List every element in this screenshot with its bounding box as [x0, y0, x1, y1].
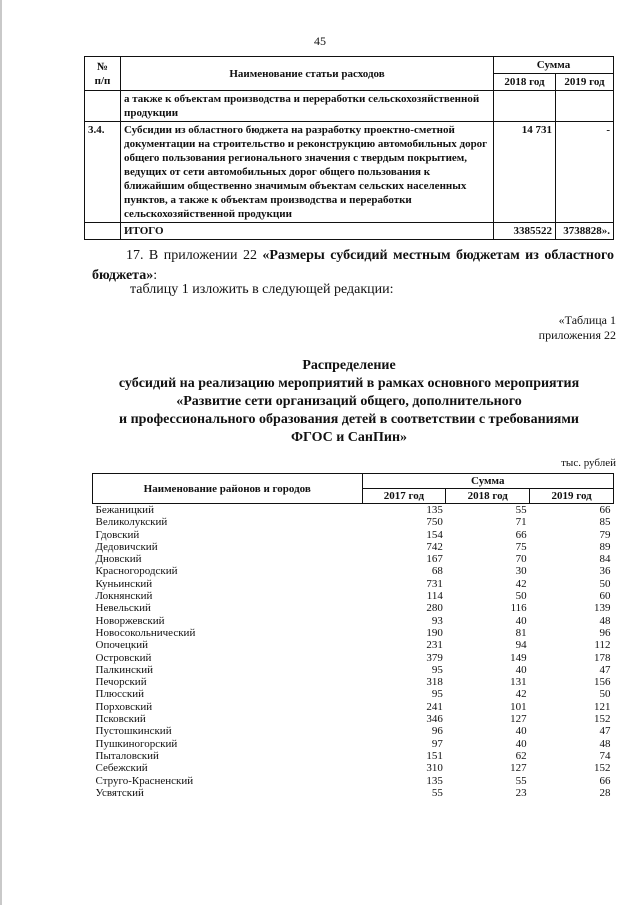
row-2018: 127 [510, 762, 527, 775]
table-row [93, 713, 614, 725]
row-2018: 42 [515, 577, 527, 590]
expenses-table [84, 56, 614, 240]
row-district-name: Дедовичский [95, 540, 158, 553]
row-2019: 121 [594, 700, 611, 713]
table-row [93, 565, 614, 577]
table-row [93, 738, 614, 750]
row-2017: 310 [426, 762, 443, 775]
row-2017: 154 [426, 528, 443, 541]
row-district-name: Новоржевский [95, 614, 165, 627]
heading-line5: ФГОС и СанПин» [290, 430, 408, 445]
row-district-name: Великолукский [95, 516, 168, 529]
table-reference-line1: «Таблица 1 [558, 313, 616, 327]
row-2019: 48 [599, 737, 611, 750]
row-2017: 97 [431, 737, 443, 750]
row-district-name: Печорский [95, 676, 147, 689]
units-label: тыс. рублей [561, 457, 616, 469]
row-district-name: Красногородский [95, 565, 178, 578]
row-2019: 50 [599, 577, 611, 590]
row-2017: 55 [431, 786, 443, 799]
row-district-name: Новосокольнический [95, 626, 196, 639]
row-2017: 135 [426, 504, 443, 516]
table-row [85, 122, 614, 223]
col-header-2017: 2017 год [362, 489, 446, 504]
row-district-name: Пустошкинский [95, 725, 172, 738]
row-2018: 70 [515, 553, 527, 566]
row-2018: 62 [515, 749, 527, 762]
row-2018 [494, 91, 556, 122]
table-row-total [85, 223, 614, 240]
row-2018: 23 [515, 786, 527, 799]
row-district-name: Невельский [95, 602, 151, 615]
row-2019: 112 [594, 639, 611, 652]
heading-line4: и профессионального образования детей в соответствии с требованиями [119, 412, 579, 427]
row-district-name: Куньинский [95, 577, 153, 590]
table-reference-line2: приложения 22 [538, 328, 616, 342]
row-district-name: Струго-Красненский [95, 774, 194, 787]
row-2018: 30 [515, 565, 527, 578]
table-row [93, 578, 614, 590]
row-2017: 151 [426, 749, 443, 762]
table-row [93, 516, 614, 528]
row-2018: 14 731 [494, 122, 556, 223]
row-2019: 152 [594, 762, 611, 775]
row-2018: 94 [515, 639, 527, 652]
row-2019: 84 [599, 553, 611, 566]
paragraph-17-text: 17. В приложении 22 «Размеры субсидий местным бюджетам из областного бюджета»: [92, 248, 614, 283]
page-edge [0, 0, 2, 905]
col-header-2019: 2019 год [556, 74, 614, 91]
row-2019: 139 [594, 602, 611, 615]
row-2019: 178 [594, 651, 611, 664]
row-2017: 750 [426, 516, 443, 529]
row-2018: 40 [515, 725, 527, 738]
row-2019: 152 [594, 713, 611, 726]
table-row [93, 762, 614, 774]
row-2019: 36 [599, 565, 611, 578]
row-2018: 40 [515, 663, 527, 676]
row-district-name: Островский [95, 651, 152, 664]
col-header-num: № п/п [85, 57, 121, 91]
table-row [93, 504, 614, 517]
table-row [93, 627, 614, 639]
row-2019: 50 [599, 688, 611, 701]
row-2017: 167 [426, 553, 443, 566]
table-row [93, 590, 614, 602]
row-2019: 74 [599, 749, 611, 762]
page-number: 45 [314, 34, 326, 48]
table-row [93, 541, 614, 553]
row-2019: 47 [599, 725, 611, 738]
row-2019: 89 [599, 540, 611, 553]
row-2017: 731 [426, 577, 443, 590]
col-header-sum: Сумма [362, 474, 614, 489]
row-2018: 55 [515, 774, 527, 787]
col-header-name: Наименование статьи расходов [121, 57, 494, 91]
table-row [93, 652, 614, 664]
row-num: 3.4. [85, 122, 121, 223]
col-header-2019: 2019 год [530, 489, 614, 504]
row-name: а также к объектам производства и переработки сельскохозяйственной продукции [121, 91, 494, 122]
row-2018: 40 [515, 737, 527, 750]
table-row [93, 688, 614, 700]
heading-line1: Распределение [302, 358, 396, 373]
table-row [93, 602, 614, 614]
row-2018: 71 [515, 516, 527, 529]
table-row [93, 529, 614, 541]
row-2018: 75 [515, 540, 527, 553]
row-2019: 66 [599, 504, 611, 516]
row-district-name: Себежский [95, 762, 148, 775]
col-header-sum: Сумма [494, 57, 614, 74]
row-2019: 85 [599, 516, 611, 529]
row-2018: 149 [510, 651, 527, 664]
subsidies-table [92, 473, 614, 799]
table-row [93, 701, 614, 713]
subsidies-table-body [93, 504, 614, 800]
col-header-name: Наименование районов и городов [93, 474, 363, 504]
col-header-2018: 2018 год [494, 74, 556, 91]
row-district-name: Псковский [95, 713, 146, 726]
row-num [85, 223, 121, 240]
row-district-name: Пыталовский [95, 749, 159, 762]
row-2018: 66 [515, 528, 527, 541]
table-row [85, 91, 614, 122]
table-row [93, 664, 614, 676]
table-row [93, 676, 614, 688]
row-district-name: Порховский [95, 700, 153, 713]
row-2019 [556, 91, 614, 122]
table-row [93, 553, 614, 565]
row-2017: 190 [426, 626, 443, 639]
row-2017: 68 [431, 565, 443, 578]
paragraph-17-continuation: таблицу 1 изложить в следующей редакции: [130, 282, 394, 297]
row-2019: 96 [599, 626, 611, 639]
table-reference [539, 313, 616, 343]
row-name: Субсидии из областного бюджета на разработку проектно-сметной документации на строительство и реконструкцию автомобильных дорог общего пользования регионального значения с твердым покрытием, ведущих от сети автомобильных дорог общего пользования к ближайшим общественно значимым объектам сельских населенных пунктов, а также к объектам производства и переработки сельскохозяйственной продукции [121, 122, 494, 223]
col-header-2018: 2018 год [446, 489, 530, 504]
row-2017: 742 [426, 540, 443, 553]
row-2017: 241 [426, 700, 443, 713]
row-num [85, 91, 121, 122]
row-2018: 55 [515, 504, 527, 516]
row-2018: 3385522 [494, 223, 556, 240]
row-2019: 28 [599, 786, 611, 799]
heading-line3: «Развитие сети организаций общего, дополнительного [176, 394, 522, 409]
row-2019: 79 [599, 528, 611, 541]
row-name: ИТОГО [121, 223, 494, 240]
row-district-name: Бежаницкий [95, 504, 154, 516]
row-2017: 379 [426, 651, 443, 664]
row-district-name: Опочецкий [95, 639, 148, 652]
row-2019: 60 [599, 590, 611, 603]
row-2018: 101 [510, 700, 527, 713]
table-row [93, 615, 614, 627]
row-2017: 93 [431, 614, 443, 627]
row-2018: 40 [515, 614, 527, 627]
row-2018: 116 [510, 602, 527, 615]
row-2017: 135 [426, 774, 443, 787]
row-2019: 3738828». [556, 223, 614, 240]
row-district-name: Дновский [95, 553, 142, 566]
row-2017: 318 [426, 676, 443, 689]
heading-line2: субсидий на реализацию мероприятий в рамках основного мероприятия [118, 376, 580, 391]
table-row [93, 787, 614, 799]
section-heading [84, 357, 614, 447]
row-district-name: Плюсский [95, 688, 145, 701]
paragraph-17-bold: «Размеры субсидий местным бюджетам из областного бюджета» [92, 248, 614, 283]
row-2018: 81 [515, 626, 527, 639]
table-row [93, 725, 614, 737]
row-district-name: Локнянский [95, 590, 153, 603]
row-2019: 66 [599, 774, 611, 787]
row-2017: 231 [426, 639, 443, 652]
row-district-name: Гдовский [95, 528, 140, 541]
row-2018: 127 [510, 713, 527, 726]
row-2019: 156 [594, 676, 611, 689]
row-2018: 50 [515, 590, 527, 603]
table-row [93, 639, 614, 651]
row-2017: 96 [431, 725, 443, 738]
row-2017: 280 [426, 602, 443, 615]
row-2019: - [556, 122, 614, 223]
row-2018: 131 [510, 676, 527, 689]
row-2017: 95 [431, 688, 443, 701]
row-2017: 95 [431, 663, 443, 676]
row-2018: 42 [515, 688, 527, 701]
row-2017: 346 [426, 713, 443, 726]
row-district-name: Пушкиногорский [95, 737, 178, 750]
row-2019: 48 [599, 614, 611, 627]
row-district-name: Палкинский [95, 663, 154, 676]
row-2019: 47 [599, 663, 611, 676]
table-row [93, 750, 614, 762]
table-row [93, 775, 614, 787]
row-2017: 114 [426, 590, 443, 603]
row-district-name: Усвятский [95, 786, 144, 799]
